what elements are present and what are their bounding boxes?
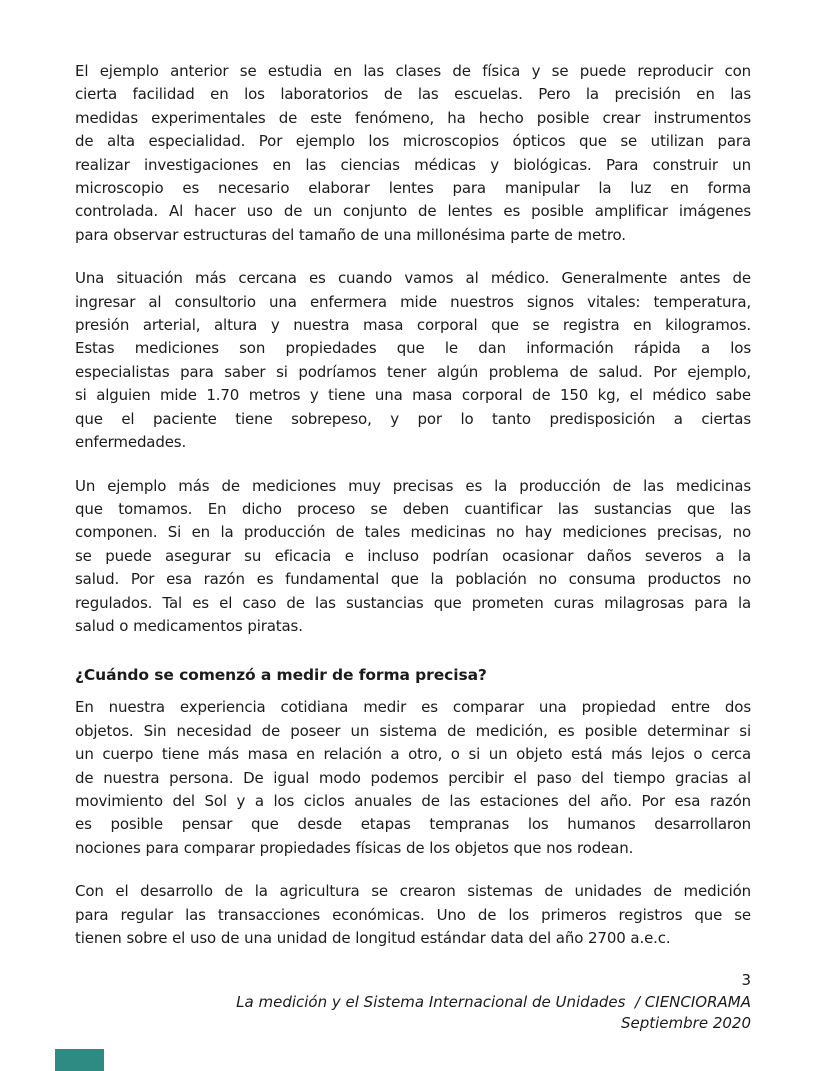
section-heading: ¿Cuándo se comenzó a medir de forma precisa?	[75, 666, 487, 685]
text-line: de nuestra persona. De igual modo podemos percibir el paso del tiempo gracias al	[75, 768, 751, 787]
text-line: movimiento del Sol y a los ciclos anuales de las estaciones del año. Por esa razón	[75, 791, 751, 810]
text-line: para regular las transacciones económicas. Uno de los primeros registros que se	[75, 905, 751, 924]
paragraph	[75, 880, 751, 950]
text-line: que tomamos. En dicho proceso se deben cuantificar las sustancias que las	[75, 499, 751, 518]
text-line: que el paciente tiene sobrepeso, y por lo tanto predisposición a ciertas	[75, 409, 751, 428]
text-line: de alta especialidad. Por ejemplo los microscopios ópticos que se utilizan para	[75, 132, 751, 151]
text-line: un cuerpo tiene más masa en relación a otro, o si un objeto está más lejos o cerca	[75, 745, 751, 764]
text-line: salud o medicamentos piratas.	[75, 616, 303, 635]
document-body	[75, 60, 751, 950]
text-line: salud. Por esa razón es fundamental que la población no consuma productos no	[75, 570, 751, 589]
page-number: 3	[741, 971, 751, 990]
text-line: componen. Si en la producción de tales medicinas no hay mediciones precisas, no	[75, 523, 751, 542]
text-line: se puede asegurar su eficacia e incluso podrían ocasionar daños severos a la	[75, 546, 751, 565]
text-line: cierta facilidad en los laboratorios de las escuelas. Pero la precisión en las	[75, 85, 751, 104]
page-footer	[75, 970, 751, 1035]
document-page	[75, 60, 751, 1035]
text-line: En nuestra experiencia cotidiana medir es comparar una propiedad entre dos	[75, 698, 751, 717]
text-line: ingresar al consultorio una enfermera mide nuestros signos vitales: temperatura,	[75, 292, 751, 311]
paragraph	[75, 475, 751, 639]
paragraph	[75, 696, 751, 860]
text-line: medidas experimentales de este fenómeno, ha hecho posible crear instrumentos	[75, 108, 751, 127]
text-line: Una situación más cercana es cuando vamos al médico. Generalmente antes de	[75, 269, 751, 288]
text-line: es posible pensar que desde etapas tempranas los humanos desarrollaron	[75, 815, 751, 834]
text-line: Un ejemplo más de mediciones muy precisas es la producción de las medicinas	[75, 476, 751, 495]
text-line: objetos. Sin necesidad de poseer un sistema de medición, es posible determinar si	[75, 721, 751, 740]
text-line: presión arterial, altura y nuestra masa corporal que se registra en kilogramos.	[75, 316, 751, 335]
text-line: especialistas para saber si podríamos tener algún problema de salud. Por ejemplo,	[75, 362, 751, 381]
text-line: si alguien mide 1.70 metros y tiene una masa corporal de 150 kg, el médico sabe	[75, 386, 751, 405]
teal-marker	[55, 1049, 104, 1071]
text-line: Con el desarrollo de la agricultura se crearon sistemas de unidades de medición	[75, 882, 751, 901]
text-line: enfermedades.	[75, 433, 187, 452]
text-line: tienen sobre el uso de una unidad de longitud estándar data del año 2700 a.e.c.	[75, 929, 671, 947]
text-line: El ejemplo anterior se estudia en las clases de física y se puede reproducir con	[75, 62, 751, 80]
text-line: nociones para comparar propiedades físicas de los objetos que nos rodean.	[75, 838, 634, 857]
text-line: realizar investigaciones en las ciencias médicas y biológicas. Para construir un	[75, 155, 751, 174]
text-line: para observar estructuras del tamaño de una millonésima parte de metro.	[75, 225, 626, 244]
footer-source: La medición y el Sistema Internacional de Unidades / CIENCIORAMA	[236, 992, 751, 1011]
text-line: Estas mediciones son propiedades que le dan información rápida a los	[75, 339, 751, 358]
text-line: microscopio es necesario elaborar lentes para manipular la luz en forma	[75, 179, 751, 198]
paragraph	[75, 267, 751, 454]
footer-date: Septiembre 2020	[620, 1014, 751, 1033]
paragraph	[75, 60, 751, 247]
text-line: controlada. Al hacer uso de un conjunto de lentes es posible amplificar imágenes	[75, 202, 751, 221]
text-line: regulados. Tal es el caso de las sustancias que prometen curas milagrosas para la	[75, 593, 751, 612]
